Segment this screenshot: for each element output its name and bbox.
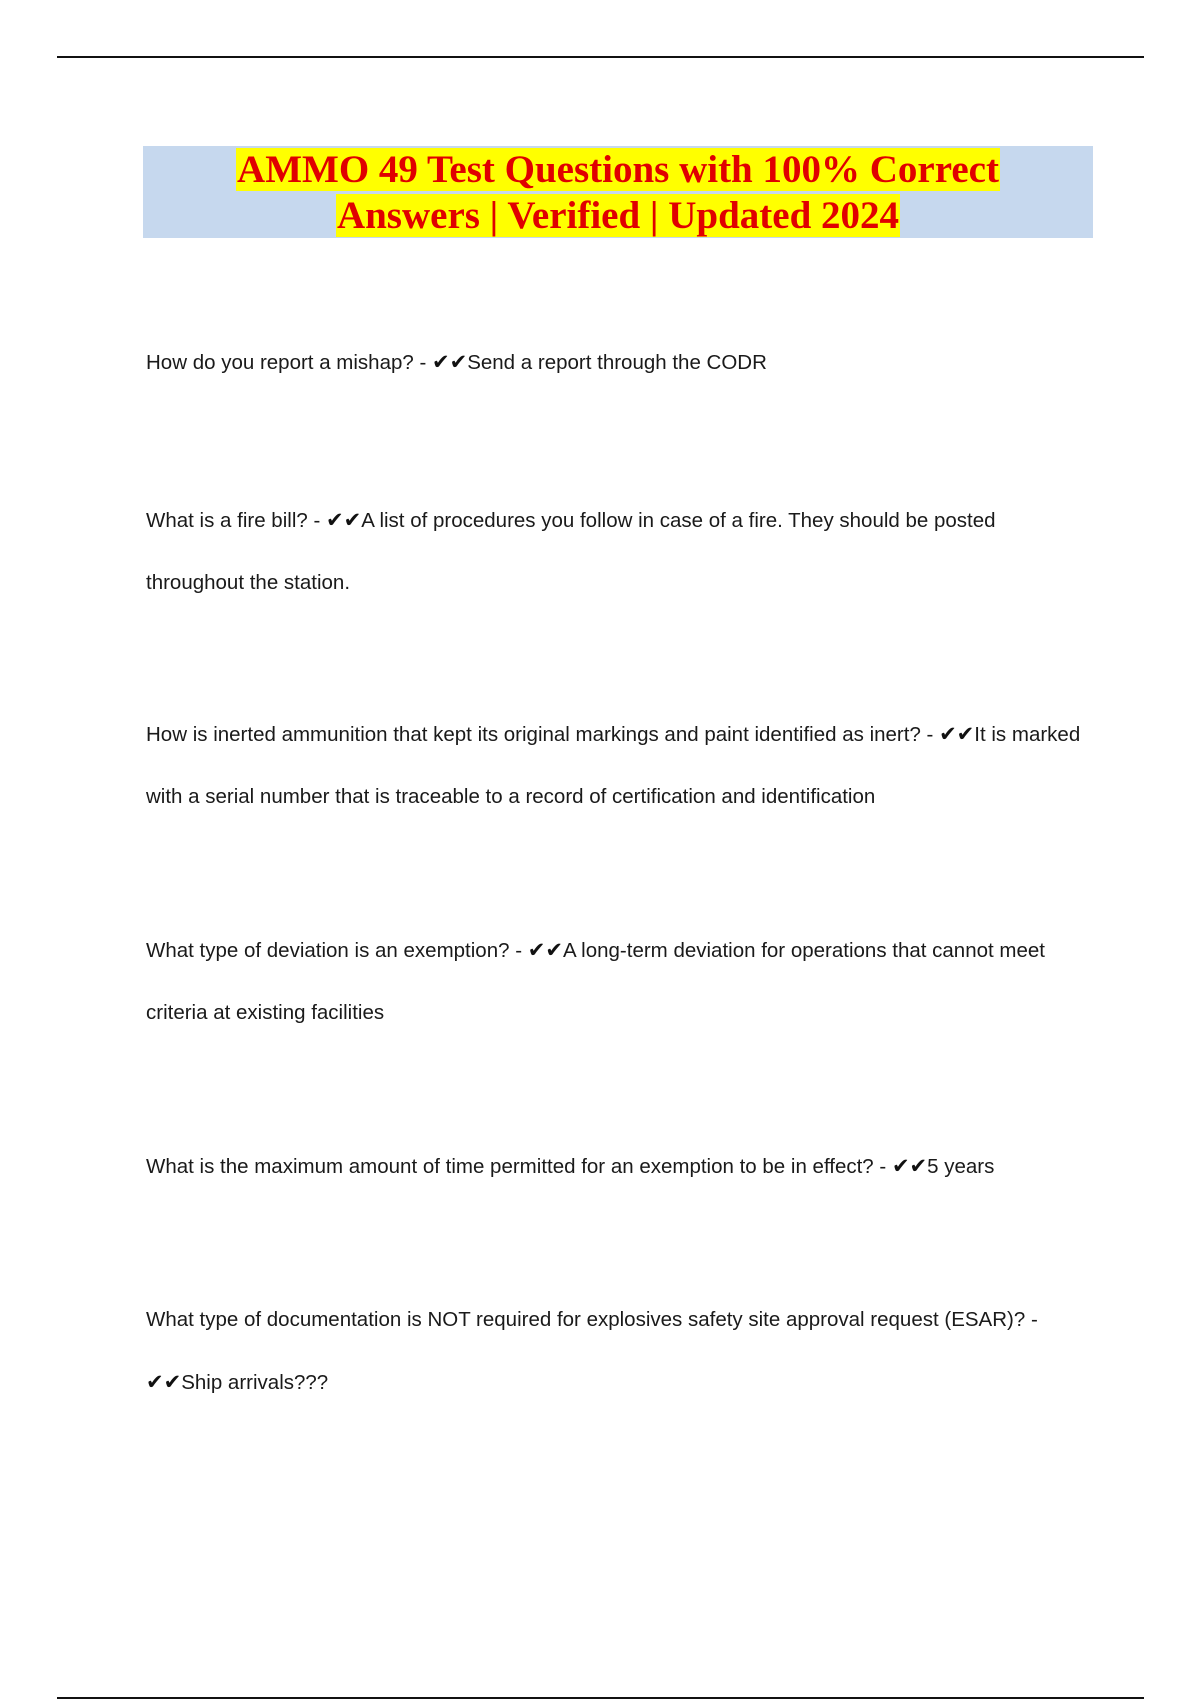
separator: - xyxy=(1025,1308,1038,1331)
answer-text: Ship arrivals??? xyxy=(181,1371,329,1394)
answer-text: A long-term deviation for operations that cannot meet criteria at existing facilities xyxy=(146,939,1045,1024)
title-line-2: Answers | Verified | Updated 2024 xyxy=(336,194,900,237)
separator: - xyxy=(873,1155,892,1178)
question-text: How do you report a mishap? xyxy=(146,351,414,374)
question-text: What is the maximum amount of time permitted for an exemption to be in effect? xyxy=(146,1155,874,1178)
separator: - xyxy=(920,723,940,746)
double-check-icon: ✔✔ xyxy=(939,722,975,746)
separator: - xyxy=(509,939,528,962)
double-check-icon: ✔✔ xyxy=(527,938,563,962)
qa-item-5 xyxy=(146,1135,1096,1198)
answer-text: It is marked with a serial number that is traceable to a record of certification and identification xyxy=(146,723,1081,808)
qa-item-6 xyxy=(146,1289,1096,1414)
answer-text: Send a report through the CODR xyxy=(467,351,767,374)
document-title xyxy=(143,146,1093,238)
question-text: What is a fire bill? xyxy=(146,509,308,532)
answer-text: 5 years xyxy=(927,1155,995,1178)
qa-item-1 xyxy=(146,331,1096,394)
separator: - xyxy=(307,509,326,532)
qa-item-3 xyxy=(146,703,1096,828)
qa-item-2 xyxy=(146,489,1096,614)
separator: - xyxy=(413,351,432,374)
double-check-icon: ✔✔ xyxy=(326,508,362,532)
title-line-1: AMMO 49 Test Questions with 100% Correct xyxy=(237,148,999,191)
question-text: What type of documentation is NOT required for explosives safety site approval request (ESAR)? xyxy=(146,1308,1026,1331)
double-check-icon: ✔✔ xyxy=(146,1370,182,1394)
qa-item-4 xyxy=(146,919,1096,1044)
double-check-icon: ✔✔ xyxy=(432,350,468,374)
double-check-icon: ✔✔ xyxy=(891,1154,928,1178)
bottom-rule xyxy=(57,1697,1144,1699)
answer-text: A list of procedures you follow in case of a fire. They should be posted throughout the station. xyxy=(146,509,996,594)
question-text: How is inerted ammunition that kept its original markings and paint identified as inert? xyxy=(146,723,921,746)
question-text: What type of deviation is an exemption? xyxy=(146,939,510,962)
top-rule xyxy=(57,56,1144,58)
